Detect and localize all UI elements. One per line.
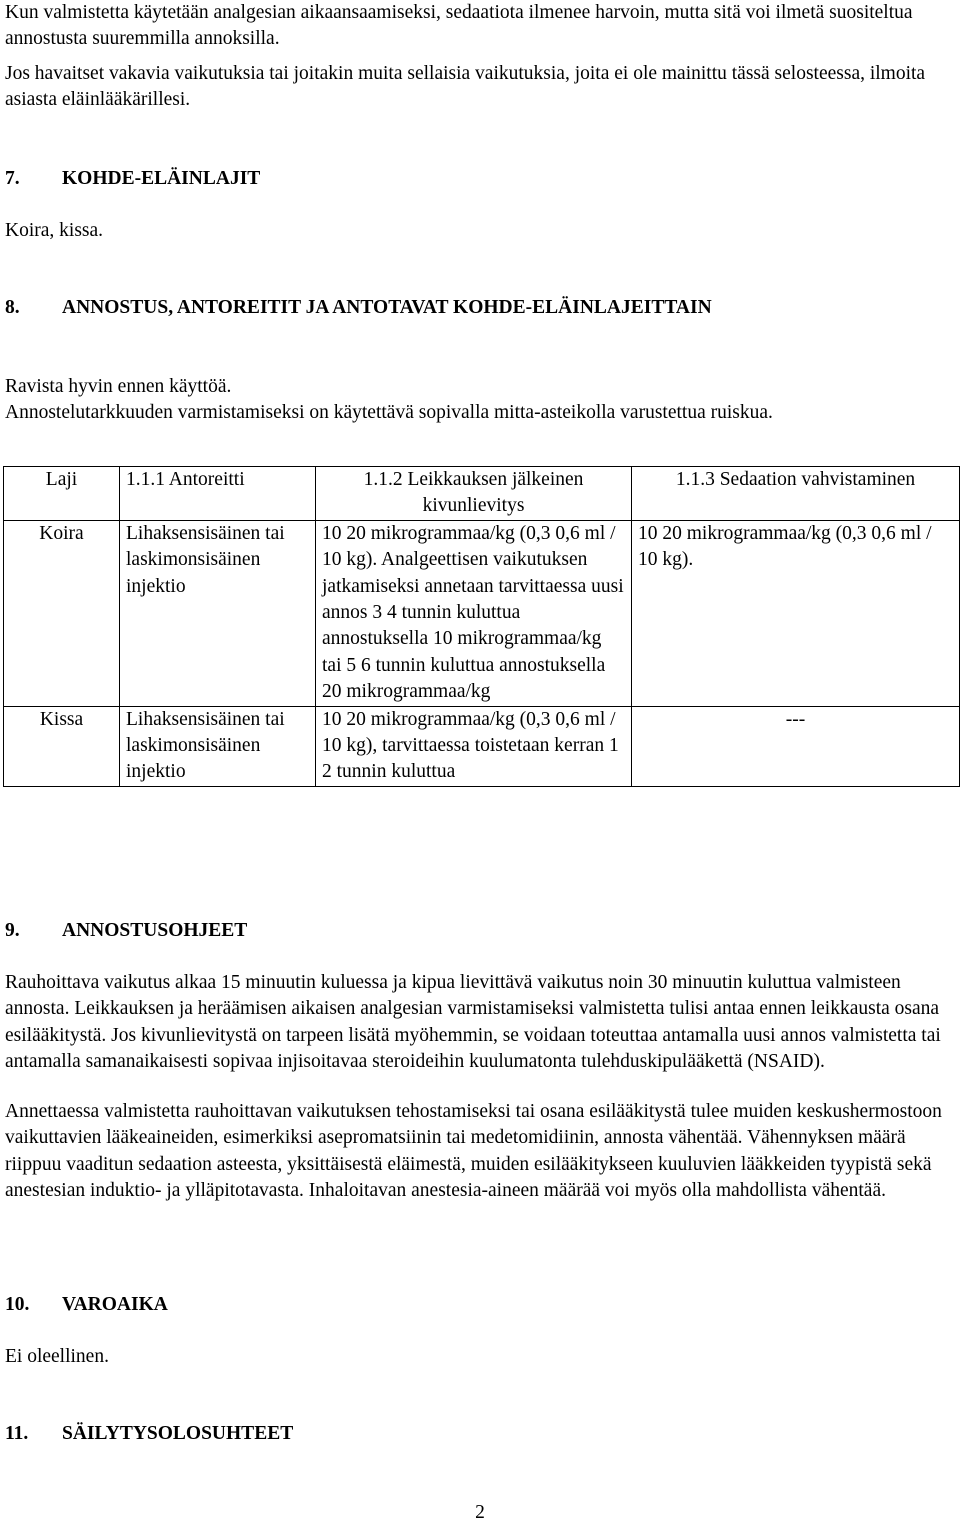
species-cell: Kissa — [4, 706, 120, 786]
route-cell: Lihaksensisäinen tai laskimonsisäinen injektio — [120, 520, 316, 706]
header-postop-analgesia: 1.1.2 Leikkauksen jälkeinen kivunlievitys — [316, 467, 632, 521]
section-10-text: Ei oleellinen. — [5, 1346, 109, 1367]
section-9-paragraph-premedication: Annettaessa valmistetta rauhoittavan vaikutuksen tehostamiseksi tai osana esilääkitystä tulee muiden keskushermostoon vaikuttavien lääkeaineiden, esimerkiksi asepromatsiinin tai medetomidiinin, annosta vähentää. Vähennyksen määrä riippuu vaaditun sedaation asteesta, yksittäisestä eläimestä, muiden esilääkitykseen kuuluvien lääkkeiden tyypistä sekä anestesian induktio- ja ylläpitotavasta. Inhaloitavan anestesia-aineen määrää voi myös olla mahdollista vähentää. — [5, 1101, 942, 1202]
section-10-heading — [5, 1292, 168, 1318]
section-7-text: Koira, kissa. — [5, 220, 104, 241]
section-11-title: SÄILYTYSOLOSUHTEET — [62, 1423, 294, 1444]
section-11-number: 11. — [5, 1423, 29, 1444]
section-9-number: 9. — [5, 920, 20, 941]
section-10-number: 10. — [5, 1294, 30, 1315]
dosage-table-wrapper — [5, 466, 960, 787]
section-8-heading — [5, 295, 712, 321]
sedation-dose-cell: 10 20 mikrogrammaa/kg (0,3 0,6 ml / 10 kg). — [632, 520, 960, 706]
section-10-title: VAROAIKA — [62, 1294, 168, 1315]
header-sedation: 1.1.3 Sedaation vahvistaminen — [632, 467, 960, 521]
table-header-row — [4, 467, 960, 521]
sedation-dose-cell: --- — [632, 706, 960, 786]
section-8-syringe-instruction: Annostelutarkkuuden varmistamiseksi on käytettävä sopivalla mitta-asteikolla varustettua ruiskua. — [5, 402, 773, 423]
section-9-heading — [5, 918, 247, 944]
section-7-number: 7. — [5, 168, 20, 189]
section-7-title: KOHDE-ELÄINLAJIT — [62, 168, 261, 189]
dosage-table — [3, 466, 960, 787]
section-9-title: ANNOSTUSOHJEET — [62, 920, 248, 941]
section-9-paragraph-onset: Rauhoittava vaikutus alkaa 15 minuutin kuluessa ja kipua lievittävä vaikutus noin 30 minuutin kuluttua valmisteen annosta. Leikkauksen ja heräämisen aikaisen analgesian varmistamiseksi valmistetta tulisi antaa ennen leikkausta osana esilääkitystä. Jos kivunlievitystä on tarpeen lisätä myöhemmin, se voidaan toteuttaa antamalla uusi annos valmistetta tai antamalla samanaikaisesti sopivaa injisoitavaa steroideihin kuulumatonta tulehduskipulääkettä (NSAID). — [5, 972, 941, 1073]
route-cell: Lihaksensisäinen tai laskimonsisäinen injektio — [120, 706, 316, 786]
section-7-heading — [5, 166, 260, 192]
section-8-shake-instruction: Ravista hyvin ennen käyttöä. — [5, 376, 232, 397]
section-11-heading — [5, 1421, 293, 1447]
page-number: 2 — [475, 1502, 485, 1523]
postop-dose-cell: 10 20 mikrogrammaa/kg (0,3 0,6 ml / 10 kg). Analgeettisen vaikutuksen jatkamiseksi annetaan tarvittaessa uusi annos 3 4 tunnin kuluttua annostuksella 10 mikrogrammaa/kg tai 5 6 tunnin kuluttua annostuksella 20 mikrogrammaa/kg — [316, 520, 632, 706]
table-row — [4, 706, 960, 786]
section-8-title: ANNOSTUS, ANTOREITIT JA ANTOTAVAT KOHDE-ELÄINLAJEITTAIN — [62, 297, 712, 318]
species-cell: Koira — [4, 520, 120, 706]
intro-paragraph-sedation: Kun valmistetta käytetään analgesian aikaansaamiseksi, sedaatiota ilmenee harvoin, mutta sitä voi ilmetä suositeltua annostusta suuremmilla annoksilla. — [5, 2, 913, 50]
header-species: Laji — [4, 467, 120, 521]
section-8-number: 8. — [5, 297, 20, 318]
postop-dose-cell: 10 20 mikrogrammaa/kg (0,3 0,6 ml / 10 kg), tarvittaessa toistetaan kerran 1 2 tunnin kuluttua — [316, 706, 632, 786]
header-route: 1.1.1 Antoreitti — [120, 467, 316, 521]
table-row — [4, 520, 960, 706]
intro-paragraph-report: Jos havaitset vakavia vaikutuksia tai joitakin muita sellaisia vaikutuksia, joita ei ole mainittu tässä selosteessa, ilmoita asiasta eläinlääkärillesi. — [5, 63, 926, 111]
